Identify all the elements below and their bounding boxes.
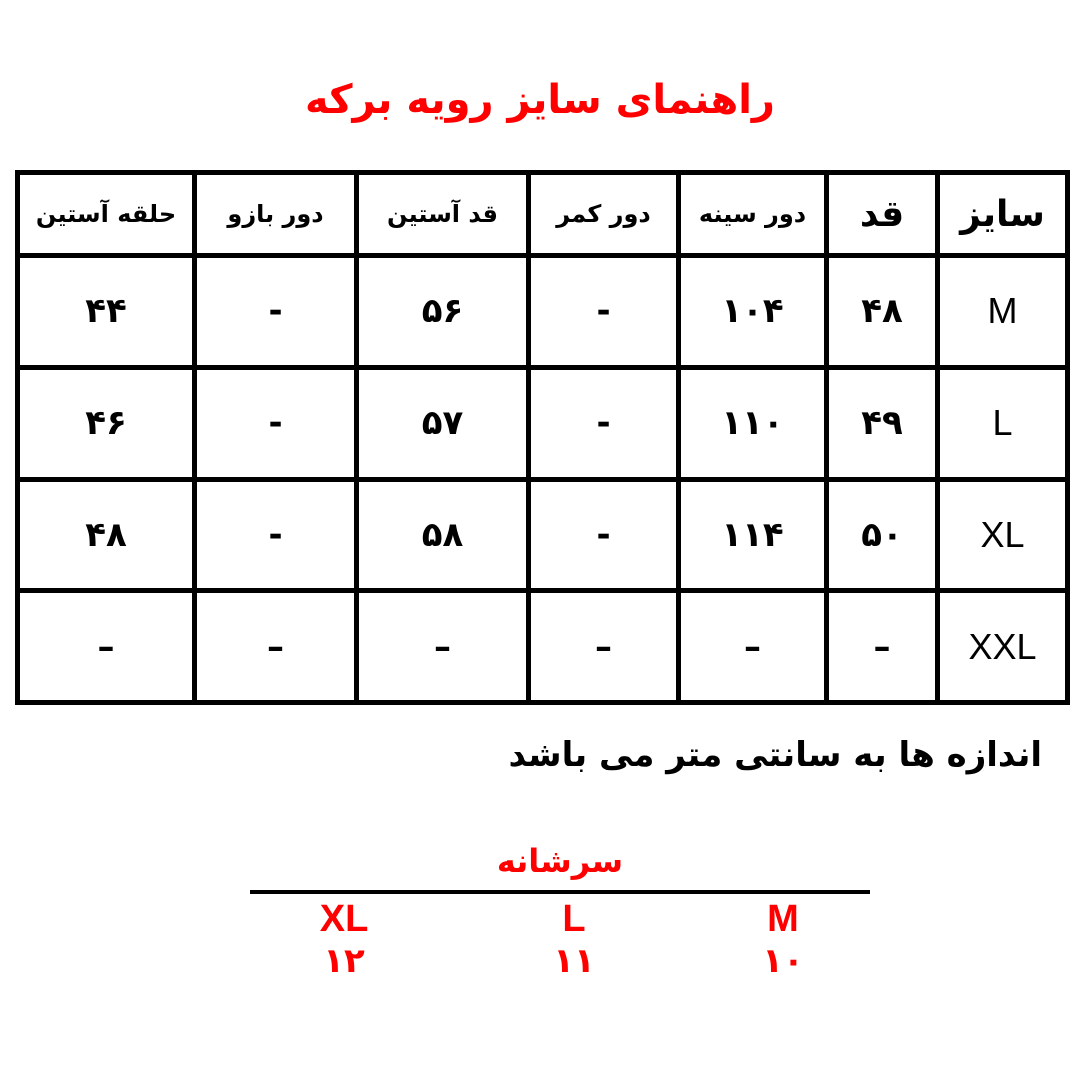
shoulder-value: ۱۲ bbox=[323, 941, 365, 981]
arm-cell: – bbox=[195, 591, 357, 703]
size-cell: L bbox=[938, 367, 1068, 479]
chest-cell: ۱۱۴ bbox=[679, 479, 827, 591]
size-cell: XL bbox=[938, 479, 1068, 591]
table-row bbox=[18, 367, 1068, 479]
shoulder-value: ۱۱ bbox=[553, 941, 595, 981]
chest-cell: ۱۰۴ bbox=[679, 256, 827, 368]
waist-cell: - bbox=[529, 479, 679, 591]
table-row bbox=[18, 479, 1068, 591]
length-cell: – bbox=[827, 591, 938, 703]
waist-cell: - bbox=[529, 256, 679, 368]
header-size: سایز bbox=[938, 173, 1068, 256]
table-row bbox=[18, 591, 1068, 703]
size-table bbox=[15, 170, 1070, 705]
header-waist: دور کمر bbox=[529, 173, 679, 256]
shoulder-size-label: XL bbox=[319, 898, 369, 940]
sleeve-length-cell: – bbox=[357, 591, 529, 703]
header-arm: دور بازو bbox=[195, 173, 357, 256]
shoulder-item-l bbox=[514, 898, 634, 982]
sleeve-length-cell: ۵۶ bbox=[357, 256, 529, 368]
shoulder-size-label: M bbox=[767, 898, 799, 940]
header-armhole: حلقه آستین bbox=[18, 173, 195, 256]
sleeve-length-cell: ۵۷ bbox=[357, 367, 529, 479]
table-row bbox=[18, 256, 1068, 368]
length-cell: ۴۸ bbox=[827, 256, 938, 368]
shoulder-item-m bbox=[723, 898, 843, 982]
shoulder-value: ۱۰ bbox=[762, 941, 804, 981]
shoulder-size-label: L bbox=[562, 898, 586, 940]
waist-cell: - bbox=[529, 367, 679, 479]
length-cell: ۴۹ bbox=[827, 367, 938, 479]
shoulder-title: سرشانه bbox=[496, 842, 624, 880]
armhole-cell: ۴۸ bbox=[18, 479, 195, 591]
size-cell: M bbox=[938, 256, 1068, 368]
chest-cell: ۱۱۰ bbox=[679, 367, 827, 479]
header-length: قد bbox=[827, 173, 938, 256]
sleeve-length-cell: ۵۸ bbox=[357, 479, 529, 591]
chest-cell: – bbox=[679, 591, 827, 703]
arm-cell: - bbox=[195, 256, 357, 368]
armhole-cell: ۴۴ bbox=[18, 256, 195, 368]
waist-cell: – bbox=[529, 591, 679, 703]
armhole-cell: ۴۶ bbox=[18, 367, 195, 479]
arm-cell: - bbox=[195, 479, 357, 591]
page-title: راهنمای سایز رویه برکه bbox=[305, 77, 775, 123]
units-note: اندازه ها به سانتی متر می باشد bbox=[508, 735, 1042, 775]
shoulder-divider bbox=[250, 890, 870, 894]
arm-cell: - bbox=[195, 367, 357, 479]
header-chest: دور سینه bbox=[679, 173, 827, 256]
header-sleeve-length: قد آستین bbox=[357, 173, 529, 256]
armhole-cell: – bbox=[18, 591, 195, 703]
table-header-row bbox=[18, 173, 1068, 256]
length-cell: ۵۰ bbox=[827, 479, 938, 591]
shoulder-item-xl bbox=[284, 898, 404, 982]
size-cell: XXL bbox=[938, 591, 1068, 703]
